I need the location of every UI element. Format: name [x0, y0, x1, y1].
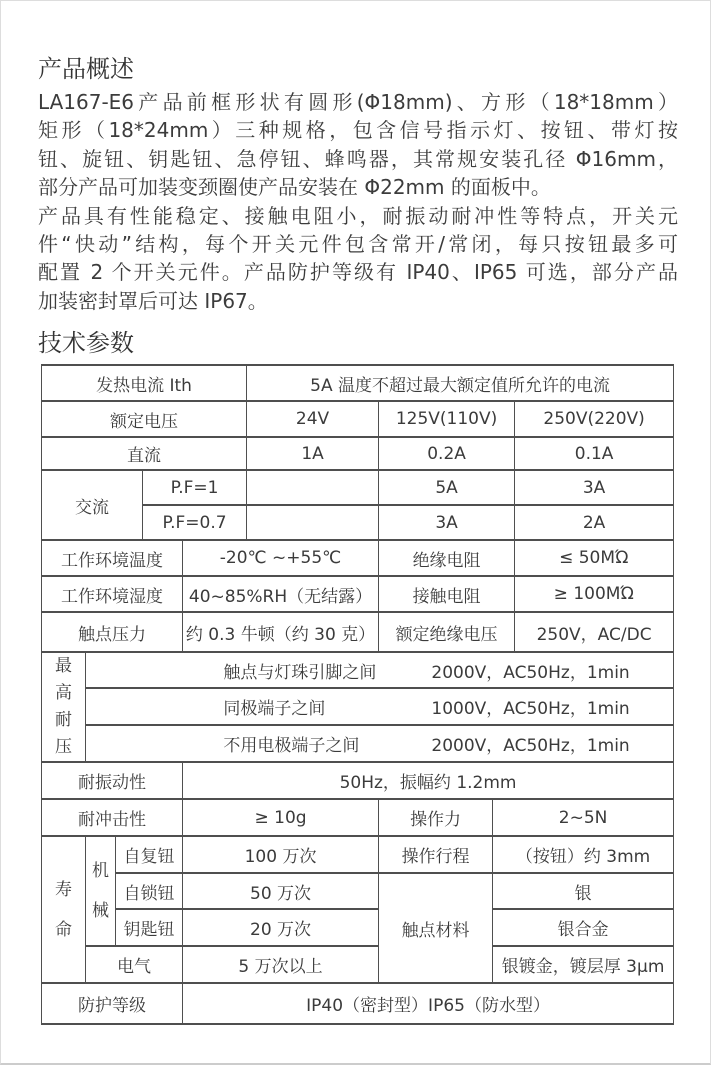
overview-heading: 产品概述: [38, 55, 134, 83]
row-shock: [42, 799, 674, 836]
paragraph-line: 产品具有性能稳定、接触电阻小，耐振动耐冲性等特点，开关元: [38, 203, 678, 228]
cell-key-label: 钥匙钮: [116, 909, 183, 946]
row-contact-force: [42, 612, 674, 652]
cell-rated-voltage-250v: 250V(220V): [515, 401, 674, 437]
mech-vertical-label: 机械: [92, 861, 109, 922]
paragraph-line: LA167-E6产品前框形状有圆形(Φ18mm)、方形（18*18mm）: [38, 90, 678, 114]
cell-key-value: 20 万次: [183, 909, 379, 946]
cell-rated-insulation-voltage-label: 额定绝缘电压: [379, 612, 515, 652]
row-life-key: [42, 909, 674, 946]
cell-contact-force-label: 触点压力: [42, 612, 183, 652]
cell-contact-res-value: ≥ 100MΏ: [515, 576, 674, 612]
withstand-row2-name: 同极端子之间: [223, 699, 326, 720]
row-rated-voltage: [42, 401, 674, 437]
overview-paragraph-1: [38, 88, 678, 202]
withstand-vertical-label: 最高耐压: [55, 656, 72, 758]
cell-env-humidity-label: 工作环境湿度: [42, 576, 183, 612]
row-heat-current: [42, 365, 674, 401]
row-withstand-1: [42, 652, 674, 688]
cell-rated-voltage-125v: 125V(110V): [379, 401, 515, 437]
cell-ac-pf07-24v-empty: [247, 505, 379, 540]
cell-contact-material-label: 触点材料: [379, 873, 493, 983]
overview-paragraph-2: [38, 202, 678, 316]
cell-ac-pf07-label: P.F=0.7: [143, 505, 247, 540]
cell-withstand-label: [42, 652, 86, 762]
cell-rated-insulation-voltage-value: 250V，AC/DC: [515, 612, 674, 652]
specs-table: [41, 364, 674, 1025]
paragraph-line: 矩形（18*24mm）三种规格，包含信号指示灯、按钮、带灯按: [38, 118, 678, 143]
row-env-temp: [42, 540, 674, 576]
paragraph-line: 配置 2 个开关元件。产品防护等级有 IP40、IP65 可选，部分产品: [38, 260, 678, 285]
row-life-electrical: [42, 946, 674, 983]
row-protection: [42, 983, 674, 1024]
paragraph-line: 件“快动”结构，每个开关元件包含常开/常闭，每只按钮最多可: [38, 231, 678, 256]
cell-op-force-label: 操作力: [379, 799, 493, 836]
cell-life-label: [42, 836, 86, 983]
cell-op-force-value: 2~5N: [493, 799, 674, 836]
cell-withstand-row2: [86, 688, 674, 724]
cell-selflock-label: 自锁钮: [116, 873, 183, 909]
row-withstand-3: [42, 725, 674, 762]
cell-contact-material-gold: 银镀金，镀层厚 3μm: [493, 946, 674, 983]
cell-op-travel-value: （按钮）约 3mm: [493, 836, 674, 873]
cell-ac-pf1-125v: 5A: [379, 470, 515, 505]
cell-rated-voltage-24v: 24V: [247, 401, 379, 437]
cell-insulation-res-value: ≤ 50MΏ: [515, 540, 674, 576]
cell-contact-force-value: 约 0.3 牛顿（约 30 克）: [183, 612, 379, 652]
cell-vibration-label: 耐振动性: [42, 762, 183, 799]
cell-ac-pf1-24v-empty: [247, 470, 379, 505]
cell-env-humidity-value: 40~85%RH（无结露）: [183, 576, 379, 612]
row-vibration: [42, 762, 674, 799]
cell-op-travel-label: 操作行程: [379, 836, 493, 873]
paragraph-line: 加装密封罩后可达 IP67。: [38, 288, 268, 313]
cell-ac-pf1-250v: 3A: [515, 470, 674, 505]
withstand-row2-value: 1000V，AC50Hz，1min: [431, 699, 630, 720]
cell-vibration-value: 50Hz，振幅约 1.2mm: [183, 762, 674, 799]
withstand-row1-name: 触点与灯珠引脚之间: [223, 662, 377, 683]
paragraph-line: 部分产品可加装变颈圈使产品安装在 Φ22mm 的面板中。: [38, 175, 551, 200]
row-ac-pf1: [42, 470, 674, 505]
cell-ac-pf07-125v: 3A: [379, 505, 515, 540]
row-env-humidity: [42, 576, 674, 612]
cell-selfreset-label: 自复钮: [116, 836, 183, 873]
cell-dc-24v: 1A: [247, 437, 379, 470]
cell-selflock-value: 50 万次: [183, 873, 379, 909]
cell-withstand-row3: [86, 725, 674, 762]
specs-heading: 技术参数: [38, 329, 134, 358]
cell-ac-pf1-label: P.F=1: [143, 470, 247, 505]
cell-rated-voltage-label: 额定电压: [42, 401, 247, 437]
cell-heat-current-label: 发热电流 Ith: [42, 365, 247, 401]
cell-ac-label: 交流: [42, 470, 143, 540]
withstand-row3-value: 2000V，AC50Hz，1min: [431, 735, 630, 756]
life-vertical-label: 寿命: [55, 879, 72, 940]
withstand-row1-value: 2000V，AC50Hz，1min: [431, 662, 630, 683]
cell-withstand-row1: [86, 652, 674, 688]
row-life-selfreset: [42, 836, 674, 873]
cell-env-temp-label: 工作环境温度: [42, 540, 183, 576]
cell-ac-pf07-250v: 2A: [515, 505, 674, 540]
cell-heat-current-value: 5A 温度不超过最大额定值所允许的电流: [247, 365, 674, 401]
cell-contact-res-label: 接触电阻: [379, 576, 515, 612]
cell-shock-value: ≥ 10g: [183, 799, 379, 836]
cell-dc-250v: 0.1A: [515, 437, 674, 470]
row-life-selflock: [42, 873, 674, 909]
cell-mech-label: [86, 836, 116, 946]
cell-insulation-res-label: 绝缘电阻: [379, 540, 515, 576]
withstand-row3-name: 不用电极端子之间: [223, 735, 360, 756]
cell-protection-value: IP40（密封型）IP65（防水型）: [183, 983, 674, 1024]
row-withstand-2: [42, 688, 674, 724]
cell-shock-label: 耐冲击性: [42, 799, 183, 836]
row-dc: [42, 437, 674, 470]
cell-dc-125v: 0.2A: [379, 437, 515, 470]
cell-contact-material-alloy: 银合金: [493, 909, 674, 946]
paragraph-line: 钮、旋钮、钥匙钮、急停钮、蜂鸣器，其常规安装孔径 Φ16mm，: [38, 146, 678, 171]
cell-protection-label: 防护等级: [42, 983, 183, 1024]
cell-electrical-label: 电气: [86, 946, 183, 983]
cell-selfreset-value: 100 万次: [183, 836, 379, 873]
cell-env-temp-value: -20℃ ~+55℃: [183, 540, 379, 576]
cell-dc-label: 直流: [42, 437, 247, 470]
cell-electrical-value: 5 万次以上: [183, 946, 379, 983]
cell-contact-material-silver: 银: [493, 873, 674, 909]
